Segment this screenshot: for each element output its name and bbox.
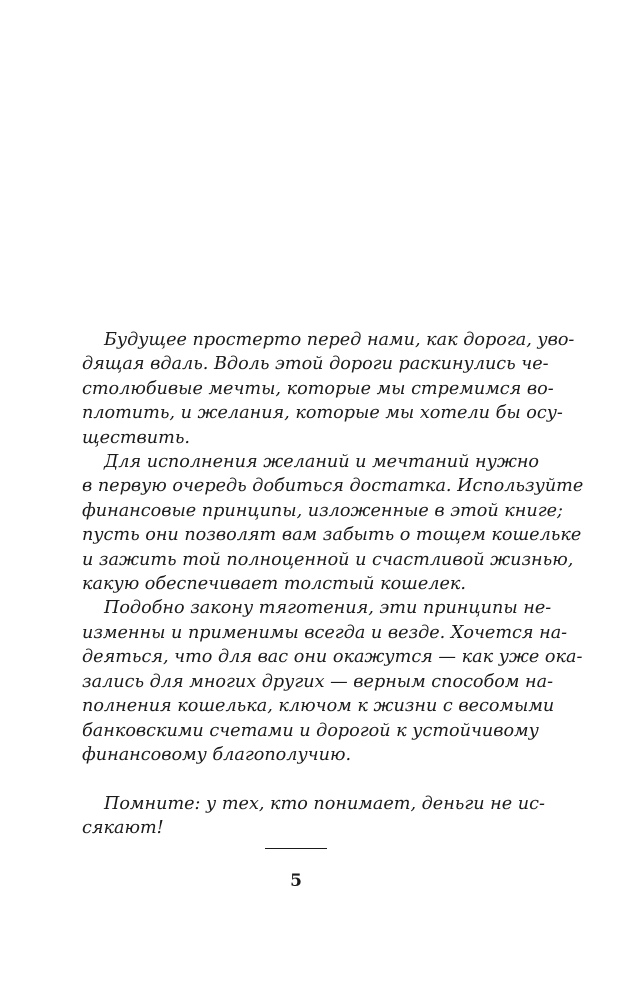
text-line: изменны и применимы всегда и везде. Хочется на-: [82, 622, 568, 643]
text-line: банковскими счетами и дорогой к устойчивому: [82, 720, 539, 741]
text-line: сякают!: [82, 818, 164, 839]
footer-rule: [265, 848, 327, 849]
text-line: финансовые принципы, изложенные в этой книге;: [82, 500, 563, 521]
text-line: Для исполнения желаний и мечтаний нужно: [104, 452, 540, 473]
text-line: ществить.: [82, 427, 190, 448]
text-line: деяться, что для вас они окажутся — как уже ока-: [82, 647, 583, 668]
paragraph-gap: [82, 767, 522, 791]
text-line: столюбивые мечты, которые мы стремимся во-: [82, 378, 554, 399]
body-text: [82, 328, 584, 841]
text-line: финансовому благополучию.: [82, 744, 352, 765]
text-line: и зажить той полноценной и счастливой жизнью,: [82, 549, 574, 570]
text-line: зались для многих других — верным способом на-: [82, 671, 554, 692]
text-line: пусть они позволят вам забыть о тощем кошельке: [82, 525, 582, 546]
text-line: дящая вдаль. Вдоль этой дороги раскинулись че-: [82, 354, 549, 375]
text-line: плотить, и желания, которые мы хотели бы осу-: [82, 403, 563, 424]
page-number: 5: [290, 871, 302, 891]
text-line: какую обеспечивает толстый кошелек.: [82, 574, 466, 595]
text-line: в первую очередь добиться достатка. Используйте: [82, 476, 584, 497]
text-line: Подобно закону тяготения, эти принципы не-: [104, 598, 552, 619]
text-line: Будущее простерто перед нами, как дорога, уво-: [104, 330, 575, 350]
text-line: Помните: у тех, кто понимает, деньги не ис-: [104, 793, 545, 814]
text-line: полнения кошелька, ключом к жизни с весомыми: [82, 696, 555, 717]
